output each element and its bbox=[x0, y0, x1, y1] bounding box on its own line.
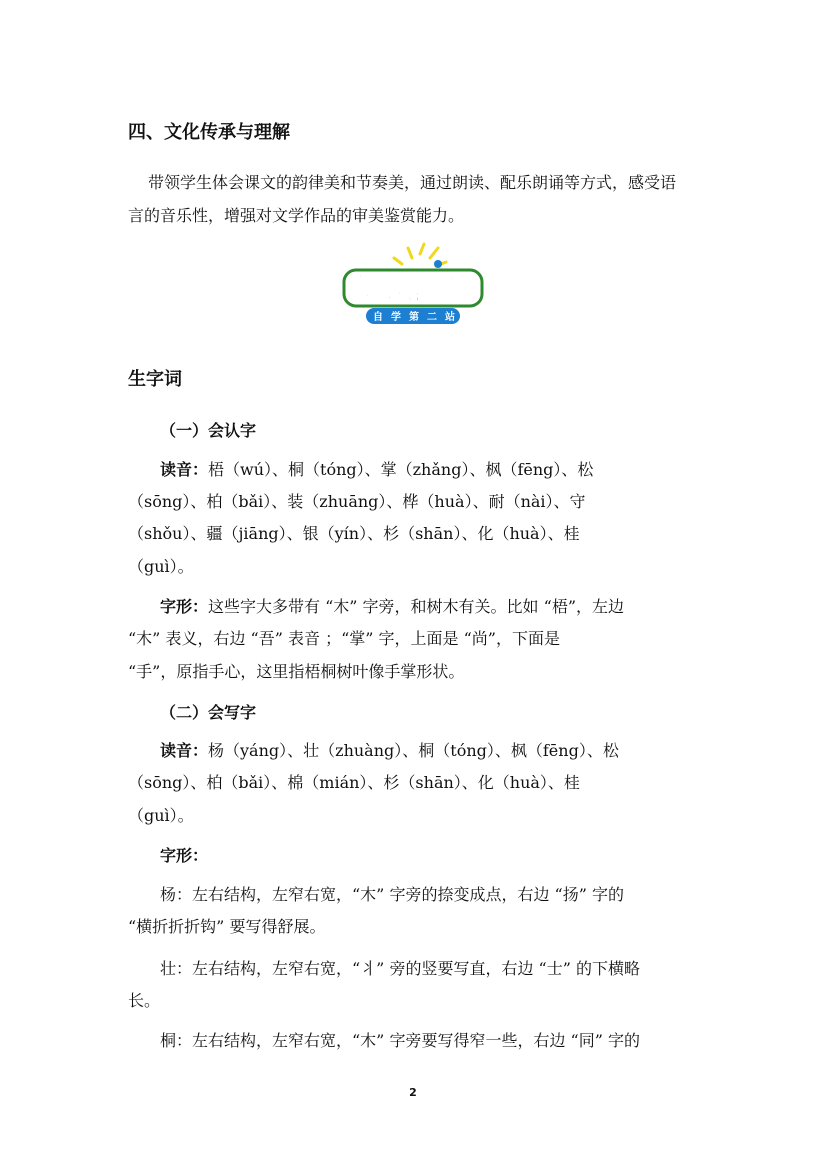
reading-label: 读音： bbox=[160, 460, 209, 479]
part2-reading-line-1 bbox=[160, 741, 619, 761]
part1-reading-line-3: （shǒu）、疆（jiāng）、银（yín）、杉（shān）、化（huà）、桂 bbox=[128, 524, 580, 543]
part1-shape-line-2: “木” 表义，右边 “吾” 表音 ；“掌” 字，上面是 “尚”，下面是 bbox=[128, 629, 560, 648]
part1-reading-line-1 bbox=[160, 460, 593, 480]
reading-label: 读音： bbox=[160, 741, 209, 760]
logo-subtitle-char: 站 bbox=[445, 312, 455, 323]
reading-text: 梧（wú）、桐（tóng）、掌（zhǎng）、枫（fēng）、松 bbox=[208, 460, 594, 479]
part1-shape-line-3: “手”，原指手心，这里指梧桐树叶像手掌形状。 bbox=[128, 662, 465, 681]
shape-text: 这些字大多带有 “木” 字旁，和树木有关。比如 “梧”，左边 bbox=[208, 597, 624, 616]
part1-reading-line-4: （guì）。 bbox=[128, 557, 194, 576]
reading-text: 杨（yáng）、壮（zhuàng）、桐（tóng）、枫（fēng）、松 bbox=[208, 741, 619, 760]
part2-item-line-5: 桐：左右结构，左窄右宽，“木” 字旁要写得窄一些，右边 “同” 字的 bbox=[160, 1031, 640, 1050]
logo-subtitle-char: 第 bbox=[409, 312, 419, 323]
part2-shape-label: 字形： bbox=[160, 846, 209, 865]
intro-line-1: 带领学生体会课文的韵律美和节奏美，通过朗读、配乐朗诵等方式，感受语 bbox=[148, 173, 677, 192]
part2-item-line-3: 壮：左右结构，左窄右宽，“丬” 旁的竖要写直，右边 “士” 的下横略 bbox=[160, 959, 640, 978]
part2-reading-line-2: （sōng）、柏（bǎi）、棉（mián）、杉（shān）、化（huà）、桂 bbox=[128, 773, 580, 792]
logo-title: 知识清单 bbox=[354, 272, 472, 306]
part1-reading-line-2: （sōng）、柏（bǎi）、装（zhuāng）、桦（huà）、耐（nài）、守 bbox=[128, 492, 586, 511]
intro-line-2: 言的音乐性，增强对文学作品的审美鉴赏能力。 bbox=[128, 206, 465, 225]
page-number: 2 bbox=[409, 1086, 417, 1099]
logo-subtitle-char: 二 bbox=[427, 312, 437, 323]
part2-reading-line-3: （guì）。 bbox=[128, 806, 194, 825]
part1-heading: （一）会认字 bbox=[160, 421, 257, 440]
vocab-title: 生字词 bbox=[128, 369, 182, 390]
megaphone-icon bbox=[434, 260, 442, 268]
section-title: 四、文化传承与理解 bbox=[128, 122, 290, 143]
part2-item-line-2: “横折折折钩” 要写得舒展。 bbox=[128, 917, 326, 936]
logo-subtitle-char: 自 bbox=[373, 312, 383, 323]
knowledge-list-logo bbox=[338, 236, 488, 328]
part2-item-line-4: 长。 bbox=[128, 991, 161, 1010]
logo-subtitle-char: 学 bbox=[391, 312, 401, 323]
part1-shape-line-1 bbox=[160, 597, 624, 617]
part2-item-line-1: 杨：左右结构，左窄右宽，“木” 字旁的捺变成点，右边 “扬” 字的 bbox=[160, 885, 624, 904]
part2-heading: （二）会写字 bbox=[160, 703, 257, 722]
shape-label: 字形： bbox=[160, 597, 209, 616]
